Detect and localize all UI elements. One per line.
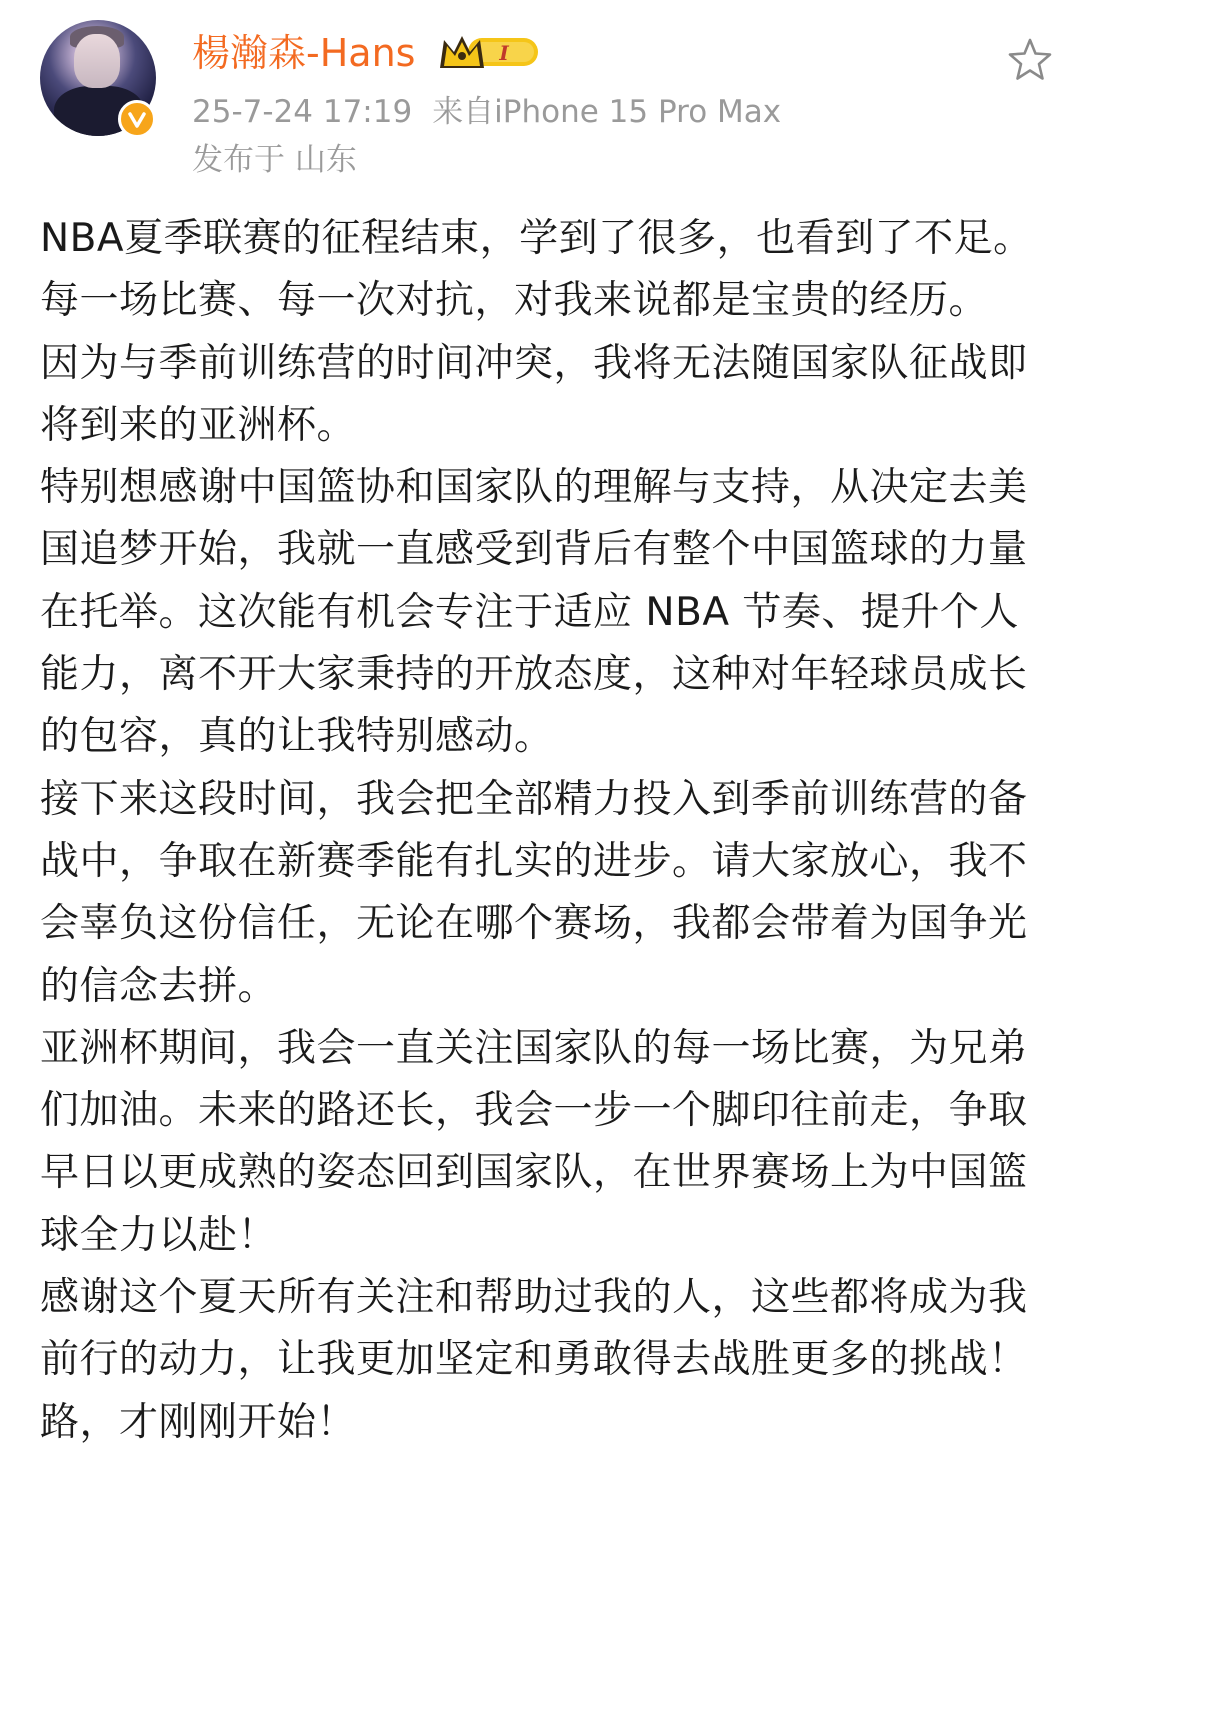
post-location: 发布于 山东 (192, 142, 357, 178)
post-paragraph-7: 路，才刚刚开始！ (40, 1399, 357, 1445)
avatar-face-shape (74, 34, 120, 88)
post-paragraph-1: NBA夏季联赛的征程结束，学到了很多，也看到了不足。每一场比赛、每一次对抗，对我来说都是宝贵的经历。 (40, 216, 1033, 324)
post-paragraph-3: 特别想感谢中国篮协和国家队的理解与支持，从决定去美国追梦开始，我就一直感受到背后有整个中国篮球的力量在托举。这次能有机会专注于适应 NBA 节奏、提升个人能力，离不开大家秉持的开放态度，这种对年轻球员成长的包容，真的让我特别感动。 (40, 465, 1028, 760)
post-paragraph-4: 接下来这段时间，我会把全部精力投入到季前训练营的备战中，争取在新赛季能有扎实的进步。请大家放心，我不会辜负这份信任，无论在哪个赛场，我都会带着为国争光的信念去拼。 (40, 776, 1028, 1009)
post-source: 来自iPhone 15 Pro Max (432, 94, 782, 130)
post-body (40, 208, 1040, 1454)
post-header (0, 0, 1206, 200)
post-timestamp: 25-7-24 17:19 (192, 94, 413, 130)
post-paragraph-6: 感谢这个夏天所有关注和帮助过我的人，这些都将成为我前行的动力，让我更加坚定和勇敢得去战胜更多的挑战！ (40, 1275, 1028, 1383)
verified-v-icon (124, 106, 150, 132)
star-outline-icon[interactable] (1006, 36, 1054, 84)
author-name[interactable]: 楊瀚森-Hans (192, 31, 416, 75)
verified-icon (118, 100, 156, 138)
post-paragraph-5: 亚洲杯期间，我会一直关注国家队的每一场比赛，为兄弟们加油。未来的路还长，我会一步一个脚印往前走，争取早日以更成熟的姿态回到国家队，在世界赛场上为中国篮球全力以赴！ (40, 1025, 1028, 1258)
crown-level-badge-icon[interactable] (438, 30, 542, 74)
post-meta (192, 92, 781, 132)
vip-level-text: I (499, 41, 509, 65)
post-paragraph-2: 因为与季前训练营的时间冲突，我将无法随国家队征战即将到来的亚洲杯。 (40, 340, 1028, 448)
